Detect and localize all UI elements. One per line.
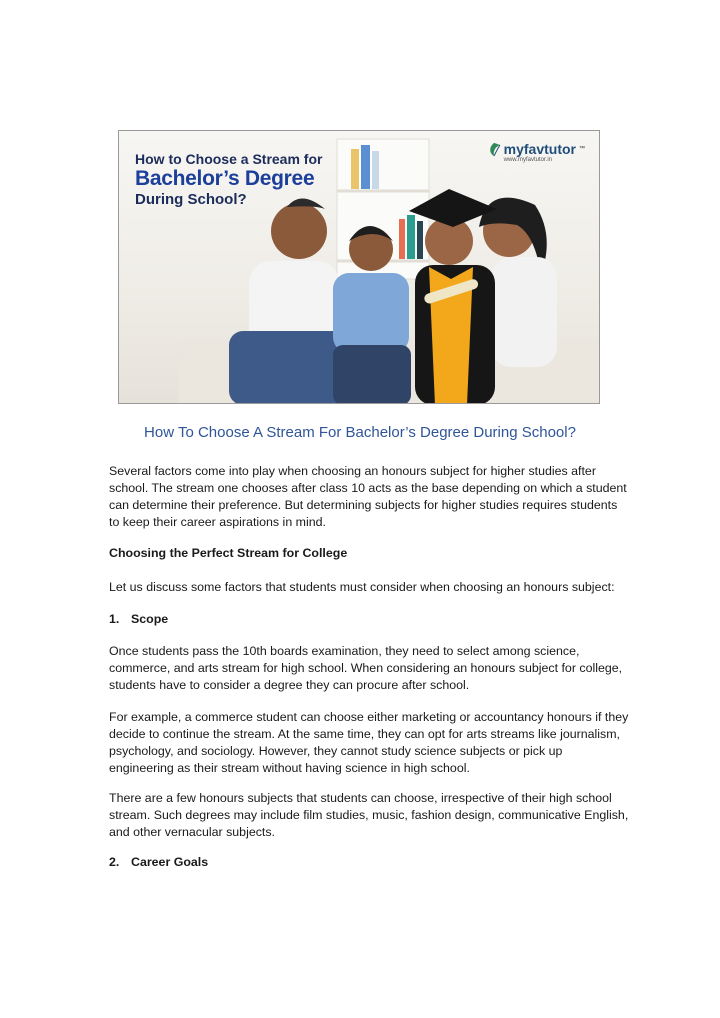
list-item-career-goals [109,855,208,869]
intro-paragraph: Several factors come into play when choosing an honours subject for higher studies after school. The stream one chooses after class 10 acts as the base depending on which a student can determine their preference. But determining subjects for higher studies requires students to keep their career aspirations in mind. [109,464,627,529]
scope-paragraph-1: Once students pass the 10th boards examination, they need to select among science, commerce, and arts stream for high school. When considering an honours subject for college, students have to consider a degree they can procure after school. [109,644,623,692]
hero-title-line1: How to Choose a Stream for [135,151,323,167]
leaf-icon [488,142,501,157]
hero-title-line3: During School? [135,191,247,209]
logo-url: www.myfavtutor.in [503,157,552,163]
logo-trademark: ™ [579,146,585,152]
list-item-scope [109,612,168,626]
document-heading: How To Choose A Stream For Bachelor’s Degree During School? [144,424,576,441]
logo-text: myfavtutor [503,141,576,157]
scope-paragraph-2: For example, a commerce student can choose either marketing or accountancy honours if they decide to continue the stream. At the same time, they can opt for arts streams like journalism, psychology, and sociology. However, they cannot study science subjects or pick up engineering as their stream without having science in high school. [109,710,629,775]
list-number: 2. [109,855,120,869]
hero-title [135,151,322,208]
list-item-title: Scope [131,612,169,626]
list-number: 1. [109,612,120,626]
hero-image [118,130,600,404]
section-title: Choosing the Perfect Stream for College [109,546,348,560]
scope-paragraph-3: There are a few honours subjects that students can choose, irrespective of their high school stream. Such degrees may include film studies, music, fashion design, communicative English, and other vernacular subjects. [109,791,629,839]
section-intro: Let us discuss some factors that students must consider when choosing an honours subject: [109,580,615,594]
myfavtutor-logo [488,141,585,163]
list-item-title: Career Goals [131,855,209,869]
hero-title-line2: Bachelor’s Degree [135,167,315,191]
